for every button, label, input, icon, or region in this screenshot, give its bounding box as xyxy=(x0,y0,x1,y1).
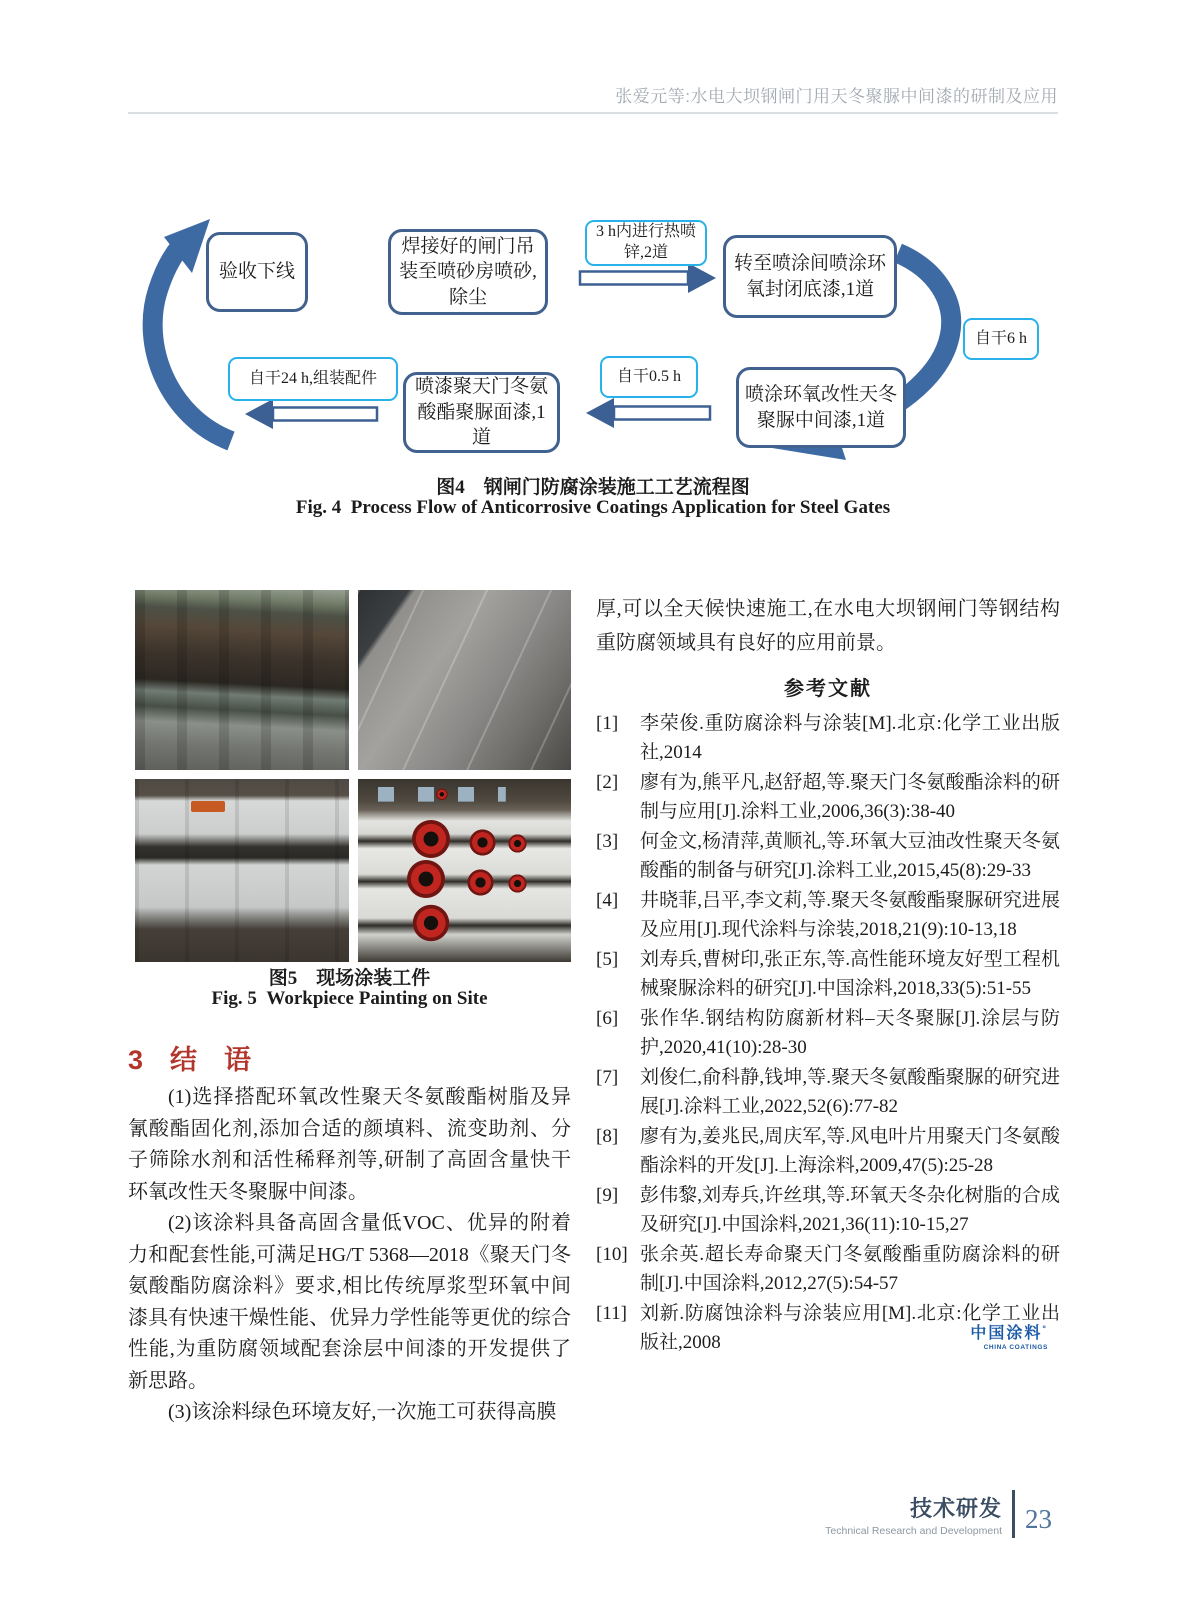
figure5-caption-cn: 图5 现场涂装工件 xyxy=(268,968,431,989)
footer-section-labels xyxy=(825,1492,1002,1537)
figure5-photo-steel-plate xyxy=(358,590,572,770)
reference-number: [4] xyxy=(596,890,619,911)
footer-section-en: Technical Research and Development xyxy=(825,1524,1002,1537)
footer-section-cn: 技术研发 xyxy=(909,1495,1002,1521)
logo-cn-text: 中国涂料° xyxy=(970,1323,1048,1342)
reference-item xyxy=(596,887,1060,944)
flow-box-sandblast: 焊接好的闸门吊装至喷砂房喷砂,除尘 xyxy=(388,229,548,315)
reference-text: 张余英.超长寿命聚天门冬氨酸酯重防腐涂料的研制[J].中国涂料,2012,27(5):54-57 xyxy=(640,1244,1060,1294)
red-wheel-flanges-overlay xyxy=(358,779,572,962)
figure5-photo-painted-gate xyxy=(135,779,349,962)
reference-item xyxy=(596,828,1060,885)
figure5-photo-grid xyxy=(135,590,571,962)
footer-divider xyxy=(1012,1490,1015,1538)
reference-item xyxy=(596,1064,1060,1121)
reference-item xyxy=(596,946,1060,1003)
references-heading: 参考文献 xyxy=(784,678,872,700)
flow-label-zinc-spray: 3 h内进行热喷锌,2道 xyxy=(585,220,707,266)
china-coatings-logo xyxy=(958,1320,1048,1351)
reference-number: [5] xyxy=(596,949,619,970)
running-head-title: 张爱元等:水电大坝钢闸门用天冬聚脲中间漆的研制及应用 xyxy=(615,87,1058,106)
reference-text: 刘寿兵,曹树印,张正东,等.高性能环境友好型工程机械聚脲涂料的研究[J].中国涂料,2018,33(5):51-55 xyxy=(640,949,1060,999)
conclusion-paragraph-3: (3)该涂料绿色环境友好,一次施工可获得高膜 xyxy=(168,1401,557,1423)
flow-label-dry-half-h: 自干0.5 h xyxy=(600,356,698,398)
references-list xyxy=(596,710,1060,1357)
reference-item xyxy=(596,769,1060,826)
reference-text: 刘俊仁,俞科静,钱坤,等.聚天冬氨酸酯聚脲的研究进展[J].涂料工业,2022,52(6):77-82 xyxy=(640,1067,1060,1117)
flow-box-primer: 转至喷涂间喷涂环氧封闭底漆,1道 xyxy=(723,235,897,318)
reference-text: 廖有为,姜兆民,周庆军,等.风电叶片用聚天门冬氨酸酯涂料的开发[J].上海涂料,2009,47(5):25-28 xyxy=(640,1126,1060,1176)
conclusion-continuation: 厚,可以全天候快速施工,在水电大坝钢闸门等钢结构重防腐领域具有良好的应用前景。 xyxy=(596,598,1060,654)
reference-number: [11] xyxy=(596,1303,627,1324)
flow-box-accept: 验收下线 xyxy=(206,232,308,312)
reference-item xyxy=(596,1182,1060,1239)
orange-equipment-detail xyxy=(191,801,225,812)
reference-number: [10] xyxy=(596,1244,628,1265)
reference-number: [7] xyxy=(596,1067,619,1088)
flow-label-dry-24h: 自干24 h,组装配件 xyxy=(228,357,398,401)
reference-text: 何金文,杨清萍,黄顺礼,等.环氧大豆油改性聚天冬氨酸酯的制备与研究[J].涂料工业,2015,45(8):29-33 xyxy=(640,831,1060,881)
flow-box-midcoat: 喷涂环氧改性天冬聚脲中间漆,1道 xyxy=(736,367,906,448)
reference-text: 彭伟黎,刘寿兵,许丝琪,等.环氧天冬杂化树脂的合成及研究[J].中国涂料,2021,36(11):10-15,27 xyxy=(640,1185,1060,1235)
reference-number: [3] xyxy=(596,831,619,852)
header-rule xyxy=(128,112,1058,114)
logo-en-text: CHINA COATINGS xyxy=(983,1344,1048,1351)
flow-label-dry-6h: 自干6 h xyxy=(963,318,1039,360)
reference-text: 李荣俊.重防腐涂料与涂装[M].北京:化学工业出版社,2014 xyxy=(640,713,1060,763)
figure4-caption-cn: 图4 钢闸门防腐涂装施工工艺流程图 xyxy=(436,477,750,498)
arrow-left-mid-icon xyxy=(586,398,710,428)
page-number: 23 xyxy=(1025,1503,1052,1534)
figure5-photo-steel-frame xyxy=(135,590,349,770)
flow-box-topcoat: 喷漆聚天门冬氨酸酯聚脲面漆,1道 xyxy=(403,372,560,453)
reference-text: 刘新.防腐蚀涂料与涂装应用[M].北京:化学工业出版社,2008 xyxy=(640,1303,1060,1353)
reference-item xyxy=(596,710,1060,767)
page-footer xyxy=(825,1490,1052,1538)
right-column xyxy=(596,592,1060,1359)
reference-item xyxy=(596,1123,1060,1180)
conclusion-paragraph-2: (2)该涂料具备高固含量低VOC、优异的附着力和配套性能,可满足HG/T 5368—2018《聚天门冬氨酸酯防腐涂料》要求,相比传统厚浆型环氧中间漆具有快速干燥性能、优异力学性能等更优的综合性能,为重防腐领域配套涂层中间漆的开发提供了新思路。 xyxy=(128,1212,571,1392)
conclusion-paragraphs xyxy=(128,1082,571,1429)
arrow-right-icon xyxy=(580,263,716,293)
reference-item xyxy=(596,1005,1060,1062)
reference-number: [2] xyxy=(596,772,619,793)
figure4-caption-en: Fig. 4 Process Flow of Anticorrosive Coatings Application for Steel Gates xyxy=(295,497,891,518)
figure5-photo-stacked-gates xyxy=(358,779,572,962)
reference-number: [1] xyxy=(596,713,619,734)
reference-text: 廖有为,熊平凡,赵舒超,等.聚天门冬氨酸酯涂料的研制与应用[J].涂料工业,2006,36(3):38-40 xyxy=(640,772,1060,822)
figure4-flowchart xyxy=(128,195,1060,467)
conclusion-paragraph-1: (1)选择搭配环氧改性聚天冬氨酸酯树脂及异氰酸酯固化剂,添加合适的颜填料、流变助剂、分子筛除水剂和活性稀释剂等,研制了高固含量快干环氧改性天冬聚脲中间漆。 xyxy=(128,1086,571,1203)
reference-number: [6] xyxy=(596,1008,619,1029)
reference-text: 张作华.钢结构防腐新材料–天冬聚脲[J].涂层与防护,2020,41(10):28-30 xyxy=(640,1008,1060,1058)
reference-item xyxy=(596,1241,1060,1298)
reference-number: [8] xyxy=(596,1126,619,1147)
arrow-left-end-icon xyxy=(245,399,377,429)
reference-number: [9] xyxy=(596,1185,619,1206)
section3-heading: 3 结 语 xyxy=(128,1045,252,1075)
logo-trademark: ° xyxy=(1042,1323,1048,1334)
reference-text: 井晓菲,吕平,李文莉,等.聚天冬氨酸酯聚脲研究进展及应用[J].现代涂料与涂装,2018,21(9):10-13,18 xyxy=(640,890,1060,940)
figure5-caption-en: Fig. 5 Workpiece Painting on Site xyxy=(211,988,488,1009)
